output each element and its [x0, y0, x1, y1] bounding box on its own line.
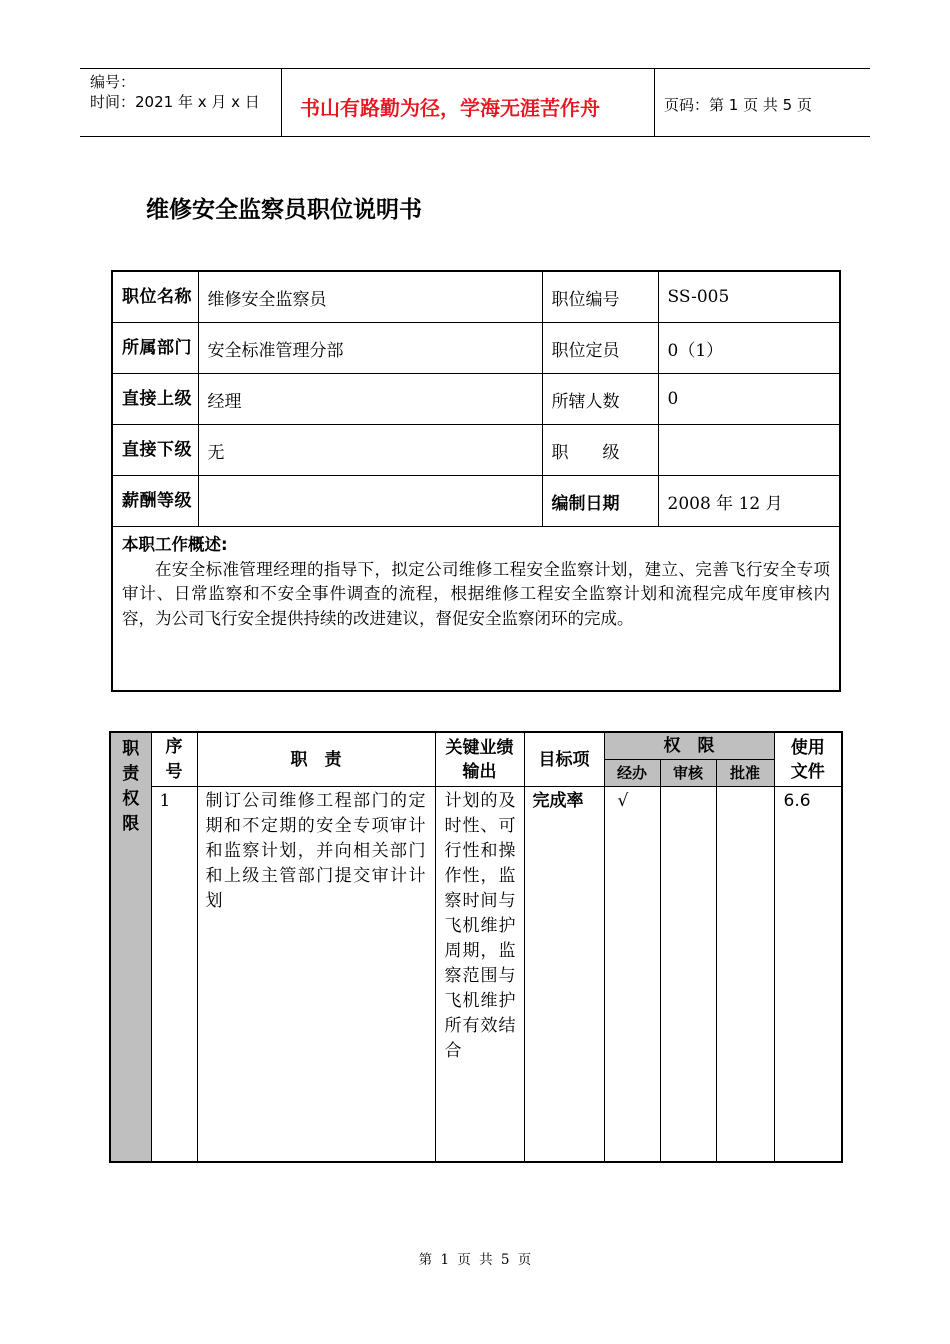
row-output: 计划的及时性、可行性和操作性，监察时间与飞机维护周期，监察范围与飞机维护所有效结合	[444, 791, 517, 1061]
duty-authority-table	[109, 731, 843, 1163]
row-label: 薪酬等级	[122, 490, 192, 511]
supervisor-value: 经理	[198, 374, 542, 425]
table-row	[112, 323, 840, 374]
table-row	[112, 271, 840, 323]
table-row	[110, 787, 842, 1163]
row-auth-approve	[716, 787, 774, 1163]
table-row	[112, 476, 840, 527]
subordinate-value: 无	[198, 425, 542, 476]
department-value: 安全标准管理分部	[198, 323, 542, 374]
row-label: 编制日期	[542, 476, 658, 527]
page-footer: 第 1 页 共 5 页	[418, 1252, 532, 1268]
row-target: 完成率	[524, 787, 604, 1163]
row-label: 职 级	[542, 425, 658, 476]
header-divider	[654, 68, 655, 136]
summary-title: 本职工作概述:	[122, 535, 228, 554]
position-name-value: 维修安全监察员	[198, 271, 542, 323]
row-label: 职位定员	[542, 323, 658, 374]
subordinate-count-value: 0	[658, 374, 840, 425]
row-auth-review	[660, 787, 716, 1163]
row-label: 直接上级	[122, 388, 192, 409]
position-code-value: SS-005	[658, 271, 840, 323]
headcount-value: 0（1）	[658, 323, 840, 374]
table-header-row	[110, 732, 842, 760]
page-title: 维修安全监察员职位说明书	[146, 197, 422, 223]
header-bottom-rule	[80, 136, 870, 137]
row-label: 直接下级	[122, 439, 192, 460]
col-seq-header: 序号	[165, 736, 183, 782]
header-number-label: 编号：	[90, 73, 136, 91]
row-duty: 制订公司维修工程部门的定期和不定期的安全专项审计和监察计划，并向相关部门和上级主管部门提交审计计划	[197, 787, 435, 1163]
grade-value	[658, 425, 840, 476]
col-authority-header: 权 限	[604, 732, 774, 760]
table-row	[112, 374, 840, 425]
summary-text: 在安全标准管理经理的指导下，拟定公司维修工程安全监察计划，建立、完善飞行安全专项审计、日常监察和不安全事件调查的流程，根据维修工程安全监察计划和流程完成年度审核内容，为公司飞行安全提供持续的改进建议，督促安全监察闭环的完成。	[122, 559, 830, 628]
col-auth-approve-header: 批准	[716, 760, 774, 787]
col-duty-header: 职 责	[197, 732, 435, 787]
compile-date-value: 2008 年 12 月	[658, 476, 840, 527]
row-seq: 1	[151, 787, 197, 1163]
col-docs-header: 使用文件	[790, 737, 825, 782]
row-label: 职位编号	[542, 271, 658, 323]
col-auth-review-header: 审核	[660, 760, 716, 787]
col-auth-do-header: 经办	[604, 760, 660, 787]
header-divider	[281, 68, 282, 136]
row-docs: 6.6	[774, 787, 842, 1163]
header-time-label: 时间：2021 年 x 月 x 日	[90, 93, 260, 111]
col-target-header: 目标项	[524, 732, 604, 787]
row-label: 职位名称	[122, 286, 192, 307]
header-motto: 书山有路勤为径，学海无涯苦作舟	[300, 96, 600, 120]
row-auth-do: √	[604, 787, 660, 1163]
header-top-rule	[80, 68, 870, 69]
row-label: 所辖人数	[542, 374, 658, 425]
salary-grade-value	[198, 476, 542, 527]
table-row	[112, 425, 840, 476]
col-output-header: 关键业绩输出	[445, 737, 514, 782]
row-label: 所属部门	[122, 337, 192, 358]
header-page-info: 页码：第 1 页 共 5 页	[664, 96, 812, 114]
summary-row	[112, 527, 840, 692]
side-label: 职责权限	[122, 739, 140, 834]
position-info-table	[111, 270, 841, 692]
